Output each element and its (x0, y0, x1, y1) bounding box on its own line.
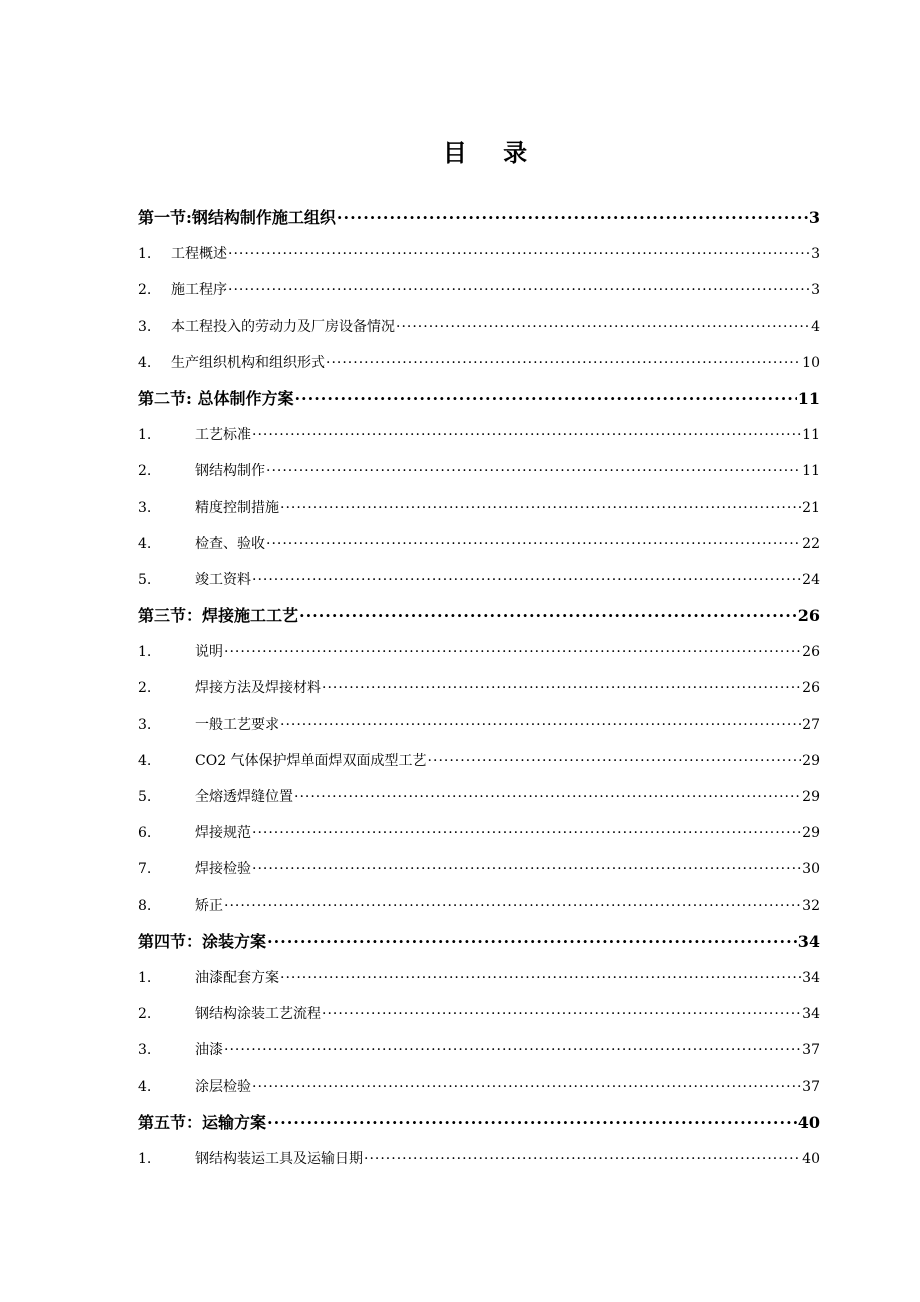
toc-page-number: 24 (802, 571, 820, 588)
toc-entry-number: 4. (138, 354, 152, 371)
toc-entry-number: 1. (138, 1150, 152, 1167)
toc-page-number: 26 (802, 680, 820, 697)
dot-leader (266, 453, 801, 489)
dot-leader (280, 490, 801, 526)
dot-leader (228, 236, 810, 272)
toc-entry-label: 焊接方法及焊接材料 (195, 680, 321, 697)
toc-page-number: 34 (802, 969, 820, 986)
toc-entry-number: 2. (138, 463, 152, 480)
toc-entry[interactable] (138, 1032, 820, 1068)
dot-leader (267, 924, 797, 960)
toc-entry[interactable] (138, 707, 820, 743)
toc-entry-label: 钢结构涂装工艺流程 (195, 1006, 321, 1023)
toc-entry[interactable] (138, 960, 820, 996)
toc-entry[interactable] (138, 490, 820, 526)
toc-entry[interactable] (138, 345, 820, 381)
toc-entry[interactable] (138, 272, 820, 308)
dot-leader (337, 200, 808, 236)
toc-page-number: 3 (811, 282, 820, 299)
toc-entry-label: 第四节：涂装方案 (138, 931, 267, 951)
toc-page-number: 4 (811, 318, 820, 335)
dot-leader (252, 851, 801, 887)
toc-entry-number: 4. (138, 1078, 152, 1095)
toc-page-number: 10 (802, 354, 820, 371)
toc-page-number: 11 (802, 463, 820, 480)
toc-entry-label: 施工程序 (171, 282, 227, 299)
toc-section-heading[interactable] (138, 924, 820, 960)
dot-leader (280, 960, 801, 996)
dot-leader (326, 345, 801, 381)
dot-leader (252, 562, 801, 598)
toc-entry-number: 1. (138, 246, 152, 263)
toc-entry-label: 第二节: 总体制作方案 (138, 388, 294, 408)
toc-entry-number: 1. (138, 969, 152, 986)
dot-leader (396, 309, 810, 345)
toc-entry-label: 说明 (195, 644, 223, 661)
toc-page-number: 26 (797, 606, 820, 626)
toc-entry-number: 5. (138, 789, 152, 805)
dot-leader (267, 1105, 797, 1141)
toc-title: 目 录 (442, 138, 542, 167)
toc-entry-label: 焊接规范 (195, 825, 251, 842)
dot-leader (299, 598, 797, 634)
toc-entry[interactable] (138, 815, 820, 851)
toc-entry[interactable] (138, 743, 820, 779)
toc-entry-number: 1. (138, 644, 152, 661)
toc-section-heading[interactable] (138, 381, 820, 417)
toc-entry[interactable] (138, 417, 820, 453)
dot-leader (224, 634, 801, 670)
toc-entry-number: 2. (138, 1006, 152, 1023)
toc-entry-number: 5. (138, 571, 152, 588)
toc-page-number: 29 (802, 825, 820, 842)
toc-page-number: 21 (802, 499, 820, 516)
toc-entry[interactable] (138, 888, 820, 924)
toc-entry-label: 涂层检验 (195, 1078, 251, 1095)
toc-page-number: 29 (802, 789, 820, 805)
toc-page-number: 29 (802, 752, 820, 769)
toc-entry-label: 检查、验收 (195, 535, 265, 552)
toc-entry-label: 精度控制措施 (195, 499, 279, 516)
toc-page-number: 37 (802, 1078, 820, 1095)
dot-leader (322, 996, 801, 1032)
toc-page-number: 32 (802, 897, 820, 914)
toc-list (138, 200, 820, 1177)
toc-section-heading[interactable] (138, 1105, 820, 1141)
toc-entry-label: 第五节：运输方案 (138, 1112, 267, 1132)
toc-entry-number: 3. (138, 716, 152, 733)
toc-entry-number: 8. (138, 897, 152, 914)
toc-entry-number: 4. (138, 535, 152, 552)
dot-leader (294, 779, 801, 815)
toc-entry[interactable] (138, 634, 820, 670)
toc-entry-label: 全熔透焊缝位置 (195, 789, 293, 805)
toc-entry-label: 油漆 (195, 1042, 223, 1059)
toc-entry-label: 矫正 (195, 897, 223, 914)
dot-leader (224, 888, 801, 924)
toc-entry[interactable] (138, 453, 820, 489)
toc-entry-label: 油漆配套方案 (195, 969, 279, 986)
toc-entry[interactable] (138, 562, 820, 598)
toc-entry[interactable] (138, 236, 820, 272)
toc-entry-label: 钢结构制作 (195, 463, 265, 480)
toc-page-number: 40 (802, 1150, 820, 1167)
dot-leader (224, 1032, 801, 1068)
dot-leader (322, 670, 801, 706)
toc-entry-label: 一般工艺要求 (195, 716, 279, 733)
toc-entry-number: 2. (138, 282, 152, 299)
dot-leader (228, 272, 810, 308)
dot-leader (428, 743, 802, 779)
toc-entry-label: CO2 气体保护焊单面焊双面成型工艺 (195, 752, 427, 769)
toc-page-number: 11 (802, 427, 820, 444)
toc-entry-number: 6. (138, 825, 152, 842)
toc-page-number: 30 (802, 861, 820, 878)
toc-entry[interactable] (138, 670, 820, 706)
toc-entry[interactable] (138, 996, 820, 1032)
dot-leader (364, 1141, 801, 1177)
toc-entry[interactable] (138, 1069, 820, 1105)
toc-entry-number: 7. (138, 861, 152, 878)
dot-leader (252, 1069, 801, 1105)
toc-entry-label: 竣工资料 (195, 571, 251, 588)
toc-entry-number: 3. (138, 318, 152, 335)
toc-page-number: 34 (797, 931, 820, 951)
toc-entry[interactable] (138, 851, 820, 887)
toc-page-number: 22 (802, 535, 820, 552)
toc-page-number: 34 (802, 1006, 820, 1023)
toc-entry-number: 3. (138, 499, 152, 516)
toc-entry-label: 生产组织机构和组织形式 (171, 354, 325, 371)
toc-page-number: 37 (802, 1042, 820, 1059)
toc-entry-label: 工程概述 (171, 246, 227, 263)
toc-entry[interactable] (138, 1141, 820, 1177)
toc-page-number: 26 (802, 644, 820, 661)
toc-page-number: 40 (797, 1112, 820, 1132)
toc-entry-number: 4. (138, 752, 152, 769)
toc-entry-label: 本工程投入的劳动力及厂房设备情况 (171, 318, 395, 335)
toc-entry[interactable] (138, 309, 820, 345)
toc-entry-label: 第三节：焊接施工工艺 (138, 606, 299, 626)
dot-leader (252, 417, 801, 453)
toc-entry-label: 钢结构装运工具及运输日期 (195, 1150, 363, 1167)
toc-entry[interactable] (138, 779, 820, 815)
toc-section-heading[interactable] (138, 598, 820, 634)
toc-entry-number: 3. (138, 1042, 152, 1059)
toc-entry[interactable] (138, 526, 820, 562)
dot-leader (252, 815, 801, 851)
toc-section-heading[interactable] (138, 200, 820, 236)
toc-page-number: 11 (797, 388, 820, 408)
toc-entry-label: 工艺标准 (195, 427, 251, 444)
toc-page-number: 27 (802, 716, 820, 733)
toc-page-number: 3 (811, 246, 820, 263)
toc-entry-number: 2. (138, 680, 152, 697)
toc-entry-label: 焊接检验 (195, 861, 251, 878)
toc-entry-number: 1. (138, 427, 152, 444)
dot-leader (266, 526, 801, 562)
dot-leader (294, 381, 796, 417)
dot-leader (280, 707, 801, 743)
toc-page-number: 3 (808, 208, 820, 227)
toc-entry-label: 第一节:钢结构制作施工组织 (138, 208, 336, 227)
